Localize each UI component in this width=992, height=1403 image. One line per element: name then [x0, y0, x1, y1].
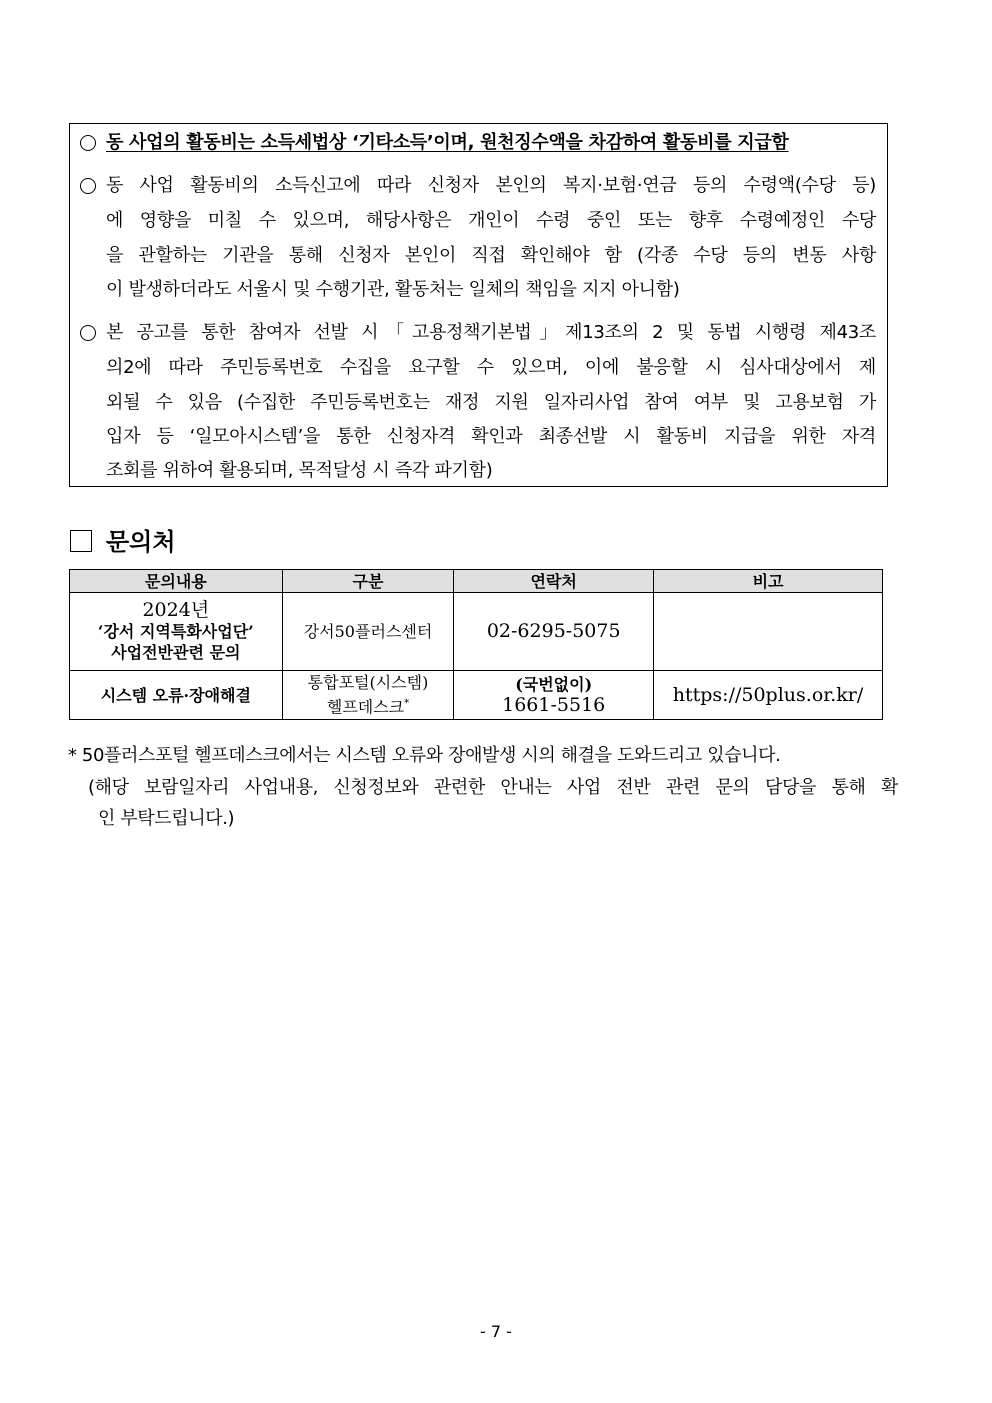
header-cell: 문의내용: [70, 570, 283, 593]
footnote-line: * 50플러스포털 헬프데스크에서는 시스템 오류와 장애발생 시의 해결을 도와드리고 있습니다.: [68, 745, 781, 766]
footnote-line: 인 부탁드립니다.): [98, 808, 235, 829]
notice-bullet-2-line: 이 발생하더라도 서울시 및 수행기관, 활동처는 일체의 책임을 지지 아니함): [106, 279, 680, 300]
bullet-circle-icon: [80, 325, 96, 341]
page-number: - 7 -: [480, 1322, 512, 1341]
notice-bullet-3-line: 본 공고를 통한 참여자 선발 시「고용정책기본법」제13조의 2 및 동법 시행령 제43조: [106, 322, 876, 343]
table-row: [70, 671, 883, 720]
checkbox-square-icon: [70, 530, 92, 552]
content-line: 2024년: [142, 599, 210, 621]
content-line: ‘강서 지역특화사업단’: [97, 622, 254, 641]
category-cell: 강서50플러스센터: [282, 593, 454, 671]
header-cell: 구분: [282, 570, 454, 593]
category-cell: [282, 671, 454, 720]
bullet-circle-icon: [80, 178, 96, 194]
header-cell: 비고: [654, 570, 883, 593]
contact-cell: 02-6295-5075: [454, 593, 654, 671]
notice-bullet-1: 동 사업의 활동비는 소득세법상 ‘기타소득’이며, 원천징수액을 차감하여 활동비를 지급함: [106, 132, 789, 153]
bullet-circle-icon: [80, 135, 96, 151]
contact-table: [69, 569, 883, 720]
notice-bullet-3-line: 의2에 따라 주민등록번호 수집을 요구할 수 있으며, 이에 불응할 시 심사대상에서 제: [106, 357, 876, 378]
category-line: 통합포털(시스템): [307, 673, 429, 693]
inquiry-content-cell: [70, 593, 283, 671]
section-title: 문의처: [106, 528, 176, 556]
table-row: [70, 593, 883, 671]
notice-bullet-2-line: 동 사업 활동비의 소득신고에 따라 신청자 본인의 복지·보험·연금 등의 수령액(수당 등): [106, 175, 876, 196]
contact-line: 1661-5516: [502, 694, 606, 716]
note-link[interactable]: https://50plus.or.kr/: [654, 671, 883, 720]
content-line: 사업전반관련 문의: [111, 643, 241, 662]
section-heading: [70, 522, 176, 557]
inquiry-content-cell: 시스템 오류·장애해결: [70, 671, 283, 720]
contact-cell: [454, 671, 654, 720]
notice-bullet-3-line: 조회를 위하여 활용되며, 목적달성 시 즉각 파기함): [106, 460, 493, 481]
notice-bullet-2-line: 을 관할하는 기관을 통해 신청자 본인이 직접 확인해야 함 (각종 수당 등의 변동 사항: [106, 245, 876, 266]
header-cell: 연락처: [454, 570, 654, 593]
footnote-marker: *: [404, 698, 410, 710]
table-header-row: [70, 570, 883, 593]
note-cell: [654, 593, 883, 671]
notice-bullet-2-line: 에 영향을 미칠 수 있으며, 해당사항은 개인이 수령 중인 또는 향후 수령예정인 수당: [106, 210, 876, 231]
notice-bullet-3-line: 입자 등 ‘일모아시스템’을 통한 신청자격 확인과 최종선발 시 활동비 지급을 위한 자격: [106, 426, 876, 447]
notice-bullet-3-line: 외될 수 있음 (수집한 주민등록번호는 재정 지원 일자리사업 참여 여부 및 고용보험 가: [106, 392, 876, 413]
category-line: 헬프데스크: [326, 697, 405, 717]
contact-line: (국번없이): [515, 675, 593, 694]
footnote-line: (해당 보람일자리 사업내용, 신청정보와 관련한 안내는 사업 전반 관련 문의 담당을 통해 확: [88, 777, 898, 798]
